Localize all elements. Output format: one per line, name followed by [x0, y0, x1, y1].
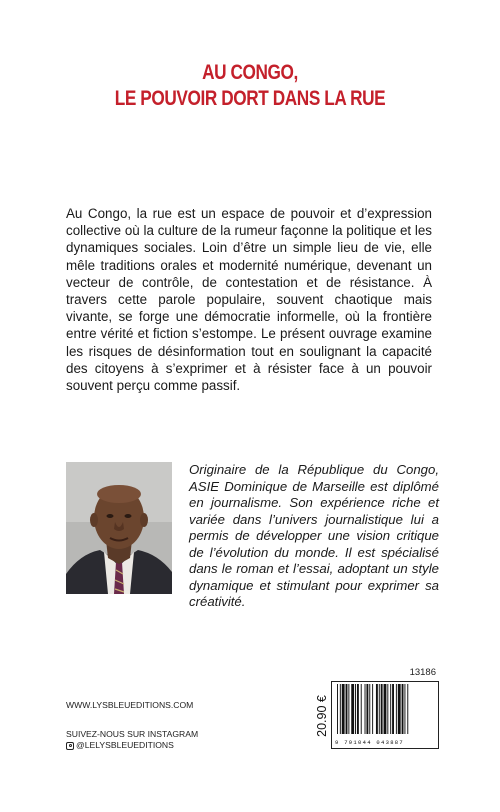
barcode-bar	[340, 684, 341, 734]
barcode-bar	[365, 684, 366, 734]
barcode-bar	[407, 684, 408, 734]
book-title-line-2: LE POUVOIR DORT DANS LA RUE	[114, 87, 386, 110]
barcode-bars	[334, 684, 436, 736]
barcode-bar	[390, 684, 391, 734]
instagram-label: SUIVEZ-NOUS SUR INSTAGRAM	[66, 729, 199, 739]
book-title	[45, 60, 455, 112]
barcode-bar	[357, 684, 359, 734]
barcode-bar	[351, 684, 354, 734]
barcode-bar	[376, 684, 378, 734]
barcode-bar	[398, 684, 401, 734]
barcode-bar	[404, 684, 405, 734]
publisher-website-link[interactable]: WWW.LYSBLEUEDITIONS.COM	[66, 700, 194, 710]
barcode-bar	[346, 684, 348, 734]
barcode-bar	[402, 684, 404, 734]
product-code: 13186	[409, 667, 436, 678]
barcode-bar	[355, 684, 356, 734]
barcode-bar	[369, 684, 370, 734]
author-portrait-illustration	[66, 462, 172, 594]
barcode-bar	[387, 684, 388, 734]
barcode-bar	[384, 684, 387, 734]
barcode-bar	[396, 684, 397, 734]
instagram-handle-row[interactable]	[66, 740, 286, 751]
barcode	[331, 681, 439, 749]
barcode-digits: 9 791044 043887	[335, 739, 405, 746]
book-title-line-1: AU CONGO,	[202, 61, 298, 84]
barcode-bar	[342, 684, 345, 734]
publisher-links	[66, 700, 286, 751]
instagram-handle: @LELYSBLEUEDITIONS	[76, 740, 174, 750]
barcode-bar	[379, 684, 380, 734]
synopsis-paragraph: Au Congo, la rue est un espace de pouvoir et d’expression collective où la culture de la rumeur façonne la politique et les dynamiques sociales. Loin d’être un simple lieu de vie, elle mêle traditions orales et modernité numérique, devenant un vecteur de contrôle, de contestation et de résistance. À travers cette parole populaire, souvent chaotique mais vivante, se forge une démocratie informelle, où la frontière entre vérité et fiction s’estompe. Le présent ouvrage examine les risques de désinformation tout en soulignant la capacité des citoyens à s’exprimer et à résister face à un pouvoir souvent perçu comme passif.	[66, 206, 432, 394]
barcode-bar	[366, 684, 368, 734]
author-biography: Originaire de la République du Congo, ASIE Dominique de Marseille est diplômé en journalisme. Son expérience riche et variée dans l’univers journalistique lui a permis de développer une vision critique de l’évolution du monde. Il est spécialisé dans le roman et l’essai, adoptant un style dynamique et stimulant pour exprimer sa créativité.	[189, 462, 439, 609]
barcode-bar	[392, 684, 394, 734]
author-photo	[66, 462, 172, 594]
barcode-bar	[348, 684, 349, 734]
barcode-bar	[361, 684, 362, 734]
instagram-icon	[66, 742, 74, 750]
barcode-bar	[381, 684, 383, 734]
barcode-bar	[337, 684, 338, 734]
price-label: 20.90 €	[315, 695, 329, 737]
barcode-bar	[372, 684, 373, 734]
